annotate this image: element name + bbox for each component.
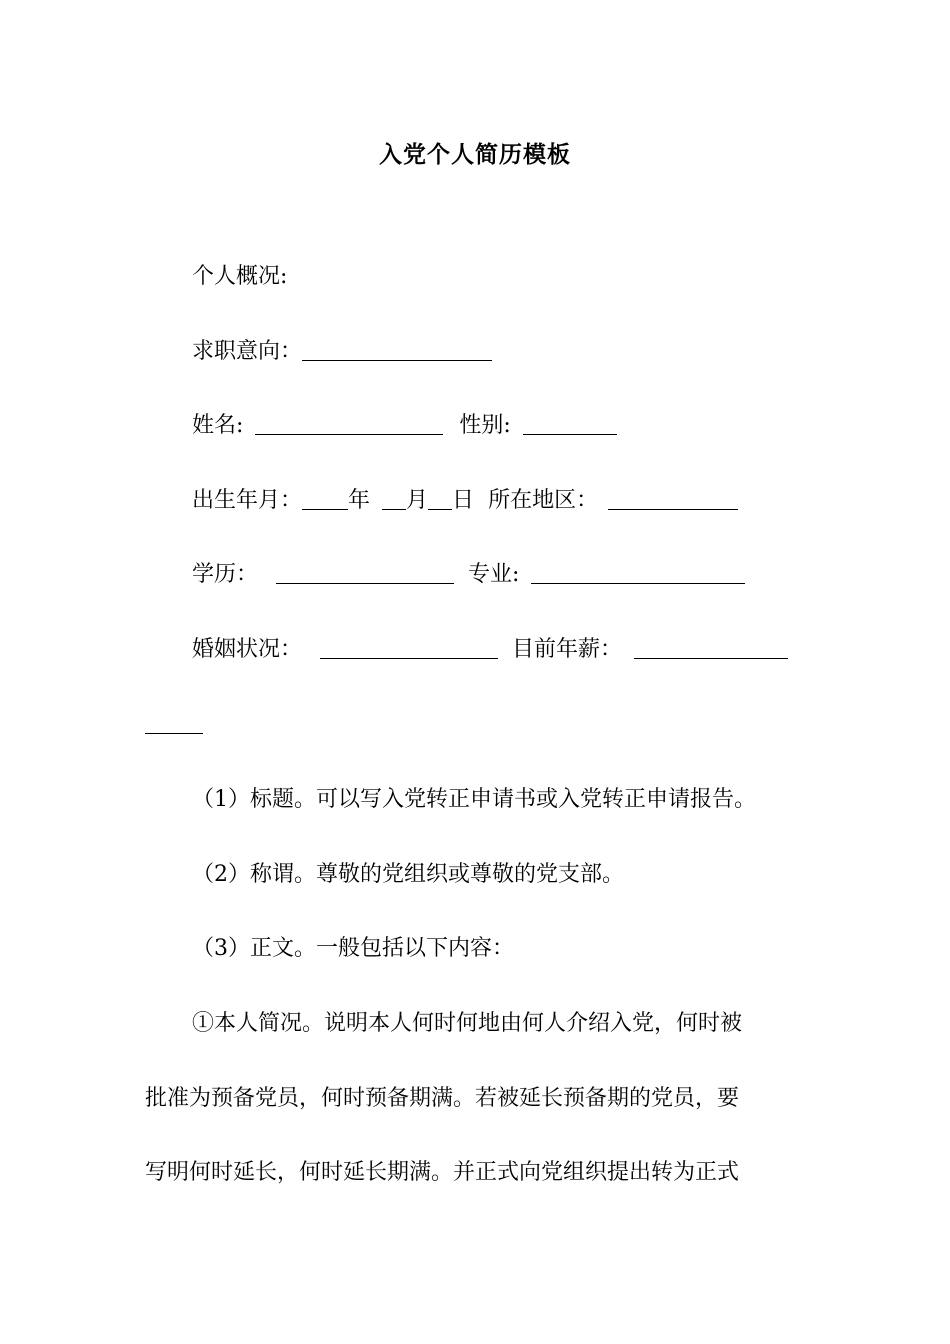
salary-blank-continuation[interactable] bbox=[145, 733, 203, 734]
birth-day-blank[interactable] bbox=[428, 509, 452, 510]
day-label: 日 bbox=[452, 488, 475, 513]
paragraph-salutation: （2）称谓。尊敬的党组织或尊敬的党支部。 bbox=[192, 862, 624, 887]
birth-month-blank[interactable] bbox=[382, 509, 406, 510]
name-gender-row bbox=[192, 411, 617, 441]
gender-blank[interactable] bbox=[523, 434, 617, 435]
region-label: 所在地区： bbox=[488, 488, 599, 513]
job-intention-row bbox=[192, 337, 492, 367]
marital-salary-row bbox=[192, 635, 788, 665]
gender-label: 性别: bbox=[459, 413, 511, 438]
job-intention-label: 求职意向： bbox=[192, 339, 303, 364]
education-major-row bbox=[192, 560, 745, 590]
birth-region-row bbox=[192, 486, 738, 516]
salary-blank-continuation-row bbox=[145, 710, 203, 740]
body-line-1: ①本人简况。说明本人何时何地由何人介绍入党，何时被 bbox=[192, 1011, 743, 1036]
name-label: 姓名: bbox=[192, 413, 244, 438]
month-label: 月 bbox=[406, 488, 429, 513]
marital-label: 婚姻状况： bbox=[192, 637, 303, 662]
major-blank[interactable] bbox=[531, 583, 745, 584]
birth-year-blank[interactable] bbox=[302, 509, 348, 510]
job-intention-blank[interactable] bbox=[302, 360, 492, 361]
paragraph-body-intro: （3）正文。一般包括以下内容： bbox=[192, 936, 514, 961]
body-line-3: 写明何时延长，何时延长期满。并正式向党组织提出转为正式 bbox=[145, 1160, 740, 1185]
year-label: 年 bbox=[348, 488, 371, 513]
salary-label: 目前年薪： bbox=[512, 637, 623, 662]
salary-blank[interactable] bbox=[634, 658, 788, 659]
marital-blank[interactable] bbox=[320, 658, 498, 659]
major-label: 专业: bbox=[468, 562, 520, 587]
name-blank[interactable] bbox=[255, 434, 443, 435]
education-label: 学历： bbox=[192, 562, 259, 587]
form-heading: 个人概况: bbox=[192, 264, 288, 289]
paragraph-title: （1）标题。可以写入党转正申请书或入党转正申请报告。 bbox=[192, 787, 756, 812]
education-blank[interactable] bbox=[276, 583, 454, 584]
body-line-2: 批准为预备党员，何时预备期满。若被延长预备期的党员，要 bbox=[145, 1086, 740, 1111]
document-title: 入党个人简历模板 bbox=[379, 141, 571, 168]
region-blank[interactable] bbox=[608, 509, 738, 510]
birth-label: 出生年月： bbox=[192, 488, 303, 513]
